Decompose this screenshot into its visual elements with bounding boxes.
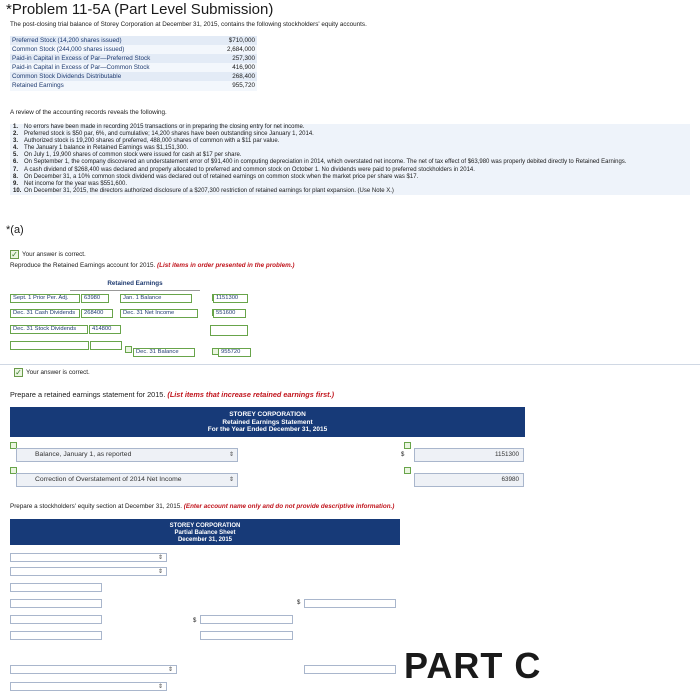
amount-input[interactable] — [200, 631, 293, 640]
debit-label-field[interactable]: Sept. 1 Prior Per. Adj. — [10, 294, 80, 303]
credit-amount-field[interactable]: 1151300 — [213, 294, 248, 303]
partial-balance-sheet-header: STOREY CORPORATION Partial Balance Sheet December 31, 2015 — [10, 519, 400, 545]
table-row: Preferred Stock (14,200 shares issued) $710,000 — [12, 37, 255, 44]
instruction-b: Prepare a retained earnings statement for 2015. (List items that increase retained earnings first.) — [10, 390, 335, 399]
table-row: Common Stock (244,000 shares issued) 2,684,000 — [12, 46, 255, 54]
correct-status: ✓ Your answer is correct. — [15, 368, 90, 377]
instruction-a: Reproduce the Retained Earnings account for 2015. (List items in order presented in the problem.) — [10, 262, 295, 269]
amount-input[interactable] — [304, 599, 396, 608]
amount-input[interactable] — [200, 615, 293, 624]
correct-mark-icon — [404, 442, 411, 449]
statement-row-select[interactable]: Balance, January 1, as reported ⇕ — [16, 448, 238, 462]
problem-intro: The post-closing trial balance of Storey Corporation at December 31, 2015, contains the following stockholders' equity accounts. — [10, 21, 367, 28]
list-item: 2. Preferred stock is $50 par, 6%, and cumulative; 14,200 shares have been outstanding since January 1, 2014. — [13, 131, 314, 138]
account-name-input[interactable] — [10, 583, 102, 592]
account-select[interactable] — [10, 682, 167, 691]
list-item: 5. On July 1, 19,900 shares of common stock were issued for cash at $17 per share. — [13, 152, 242, 159]
part-a-heading: *(a) — [6, 224, 24, 236]
select-arrow-icon: ⇕ — [157, 569, 163, 575]
debit-label-field[interactable]: Dec. 31 Stock Dividends — [10, 325, 88, 334]
debit-amount-field[interactable]: 414800 — [89, 325, 121, 334]
debit-amount-field[interactable]: 63980 — [81, 294, 109, 303]
credit-amount-field[interactable]: 551600 — [213, 309, 246, 318]
amount-input[interactable] — [304, 665, 396, 674]
table-row: Retained Earnings 955,720 — [12, 82, 255, 90]
review-notes-list — [10, 124, 690, 195]
list-item: 6. On September 1, the company discovered an understatement error of $91,400 in computing depreciation in 2014, which overstated net income. The net of tax effect of $63,980 was properly debited directly to Retained Earnings. — [13, 159, 627, 166]
retained-earnings-t-account — [10, 276, 260, 360]
credit-amount-field-empty[interactable] — [210, 325, 248, 336]
correct-mark-icon — [125, 346, 132, 353]
t-account-header: Retained Earnings — [107, 280, 163, 287]
select-arrow-icon: ⇕ — [157, 555, 163, 561]
credit-label-field[interactable]: Jan. 1 Balance — [120, 294, 192, 303]
debit-label-field-empty[interactable] — [10, 341, 89, 350]
check-icon: ✓ — [15, 368, 22, 377]
list-item: 10. On December 31, 2015, the directors authorized disclosure of a $207,300 restriction of retained earnings for plant expansion. (Use Note X.) — [13, 187, 394, 194]
statement-row-select[interactable]: Correction of Overstatement of 2014 Net Income ⇕ — [16, 473, 238, 487]
debit-label-field[interactable]: Dec. 31 Cash Dividends — [10, 309, 80, 318]
list-item: 3. Authorized stock is 19,200 shares of preferred, 488,000 shares of common with a $11 par value. — [13, 138, 280, 145]
select-arrow-icon: ⇕ — [228, 477, 234, 483]
list-item: 4. The January 1 balance in Retained Earnings was $1,151,300. — [13, 145, 189, 152]
credit-amount-field[interactable]: 955720 — [218, 348, 251, 357]
select-arrow-icon: ⇕ — [157, 684, 163, 690]
review-text: A review of the accounting records reveals the following. — [10, 109, 167, 116]
account-name-input[interactable] — [10, 631, 102, 640]
select-arrow-icon: ⇕ — [228, 452, 234, 458]
t-account-rule — [70, 290, 200, 291]
account-name-input[interactable] — [10, 615, 102, 624]
debit-amount-field[interactable]: 268400 — [81, 309, 113, 318]
table-row: Paid-in Capital in Excess of Par—Preferred Stock 257,300 — [12, 55, 255, 63]
dollar-sign: $ — [401, 452, 405, 458]
dollar-sign: $ — [193, 618, 197, 624]
credit-label-field[interactable]: Dec. 31 Net Income — [120, 309, 198, 318]
account-select[interactable] — [10, 553, 167, 562]
problem-title: *Problem 11-5A (Part Level Submission) — [6, 1, 274, 18]
list-item: 1. No errors have been made in recording 2015 transactions or in preparing the closing entry for net income. — [13, 124, 305, 130]
statement-amount-input[interactable]: 1151300 — [414, 448, 524, 462]
account-select[interactable] — [10, 665, 177, 674]
credit-label-field[interactable]: Dec. 31 Balance — [133, 348, 195, 357]
retained-earnings-statement-header: STOREY CORPORATION Retained Earnings Statement For the Year Ended December 31, 2015 — [10, 407, 525, 437]
check-icon: ✓ — [11, 250, 18, 259]
account-name-input[interactable] — [10, 599, 102, 608]
instruction-c: Prepare a stockholders' equity section at December 31, 2015. (Enter account name only and do not provide descriptive information.) — [10, 503, 395, 510]
debit-amount-field-empty[interactable] — [90, 341, 122, 350]
correct-mark-icon — [404, 467, 411, 474]
correct-status: ✓ Your answer is correct. — [11, 250, 86, 259]
statement-amount-input[interactable]: 63980 — [414, 473, 524, 487]
list-item: 7. A cash dividend of $268,400 was declared and properly allocated to preferred and common stock on October 1. No dividends were paid to preferred stockholders in 2014. — [13, 166, 475, 173]
trial-balance-table — [10, 36, 257, 91]
account-select[interactable] — [10, 567, 167, 576]
table-row: Common Stock Dividends Distributable 268,400 — [12, 73, 255, 81]
list-item: 8. On December 31, a 10% common stock dividend was declared out of retained earnings on common stock when the market price per share was $17. — [13, 173, 419, 180]
select-arrow-icon: ⇕ — [167, 667, 173, 673]
part-c-overlay: PART C — [404, 645, 542, 686]
dollar-sign: $ — [297, 600, 301, 606]
list-item: 9. Net income for the year was $551,600. — [13, 180, 128, 187]
table-row: Paid-in Capital in Excess of Par—Common Stock 416,900 — [12, 64, 255, 72]
